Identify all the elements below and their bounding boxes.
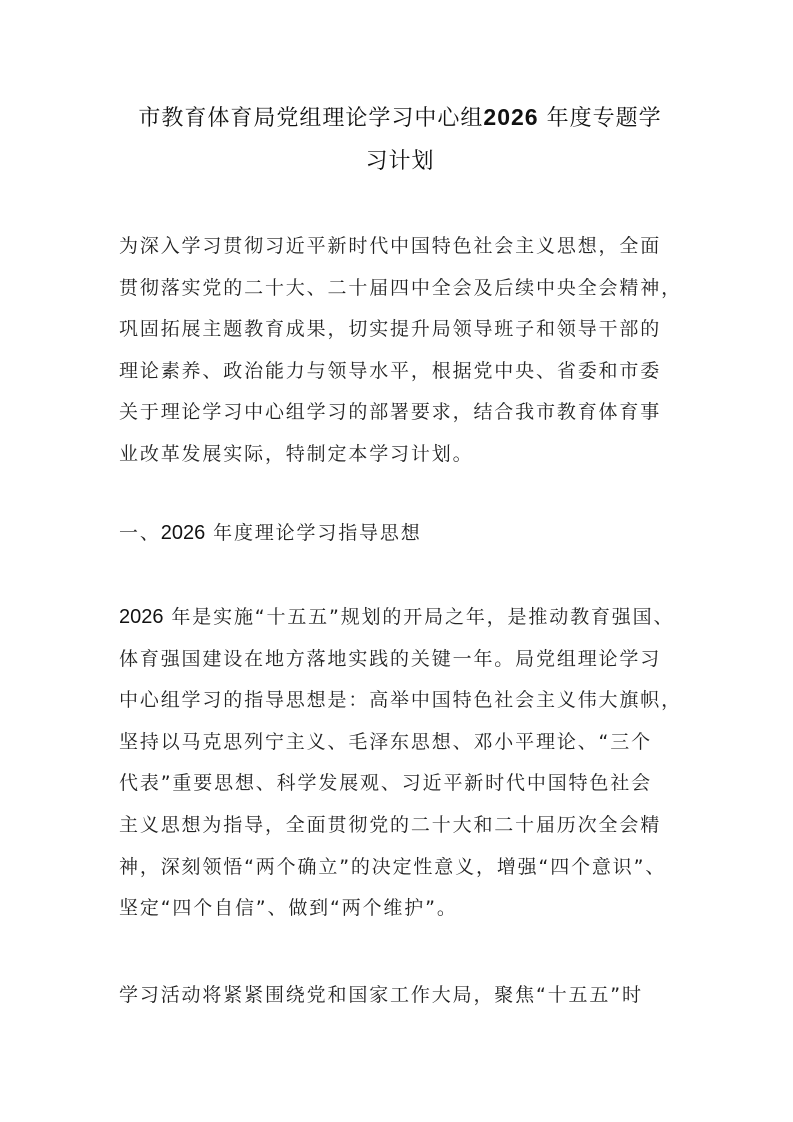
section-heading-1 xyxy=(119,513,684,555)
heading-year: 2026 xyxy=(160,522,206,544)
heading-prefix: 一、 xyxy=(119,522,161,544)
learning-activities-paragraph xyxy=(119,975,684,1017)
title-prefix: 市教育体育局党组理论学习中心组 xyxy=(138,106,484,131)
text-line: 贯彻落实党的二十大、二十届四中全会及后续中央全会精神， xyxy=(119,276,682,299)
text-line: 巩固拓展主题教育成果，切实提升局领导班子和领导干部的 xyxy=(119,318,662,341)
text-line: 学习活动将紧紧围绕党和国家工作大局，聚焦“十五五”时 xyxy=(119,984,643,1006)
title-line-2: 习计划 xyxy=(365,149,435,174)
document-title xyxy=(100,96,700,183)
title-line-1 xyxy=(100,96,700,140)
text-line: 关于理论学习中心组学习的部署要求，结合我市教育体育事 xyxy=(119,401,662,424)
text-span: 年是实施“十五五”规划的开局之年，是推动教育强国、 xyxy=(171,606,675,628)
text-line xyxy=(119,597,684,639)
text-line: 中心组学习的指导思想是：高举中国特色社会主义伟大旗帜， xyxy=(119,689,682,712)
text-line: 业改革发展实际，特制定本学习计划。 xyxy=(119,442,474,465)
paragraph-year: 2026 xyxy=(119,606,164,628)
text-line: 坚持以马克思列宁主义、毛泽东思想、邓小平理论、“三个 xyxy=(119,730,652,753)
text-line: 为深入学习贯彻习近平新时代中国特色社会主义思想，全面 xyxy=(119,235,662,257)
heading-suffix: 年度理论学习指导思想 xyxy=(213,522,422,544)
text-line: 神，深刻领悟“两个确立”的决定性意义，增强“四个意识”、 xyxy=(119,855,667,878)
text-line: 主义思想为指导，全面贯彻党的二十大和二十届历次全会精 xyxy=(119,813,662,836)
title-year: 2026 xyxy=(483,104,539,130)
text-line: 代表”重要思想、科学发展观、习近平新时代中国特色社会 xyxy=(119,772,652,795)
title-suffix: 年度专题学 xyxy=(546,106,662,131)
intro-paragraph xyxy=(119,226,684,476)
text-line: 体育强国建设在地方落地实践的关键一年。局党组理论学习 xyxy=(119,647,662,670)
text-line: 理论素养、政治能力与领导水平，根据党中央、省委和市委 xyxy=(119,359,662,382)
text-line: 坚定“四个自信”、做到“两个维护”。 xyxy=(119,897,458,920)
guiding-ideology-paragraph xyxy=(119,597,684,930)
